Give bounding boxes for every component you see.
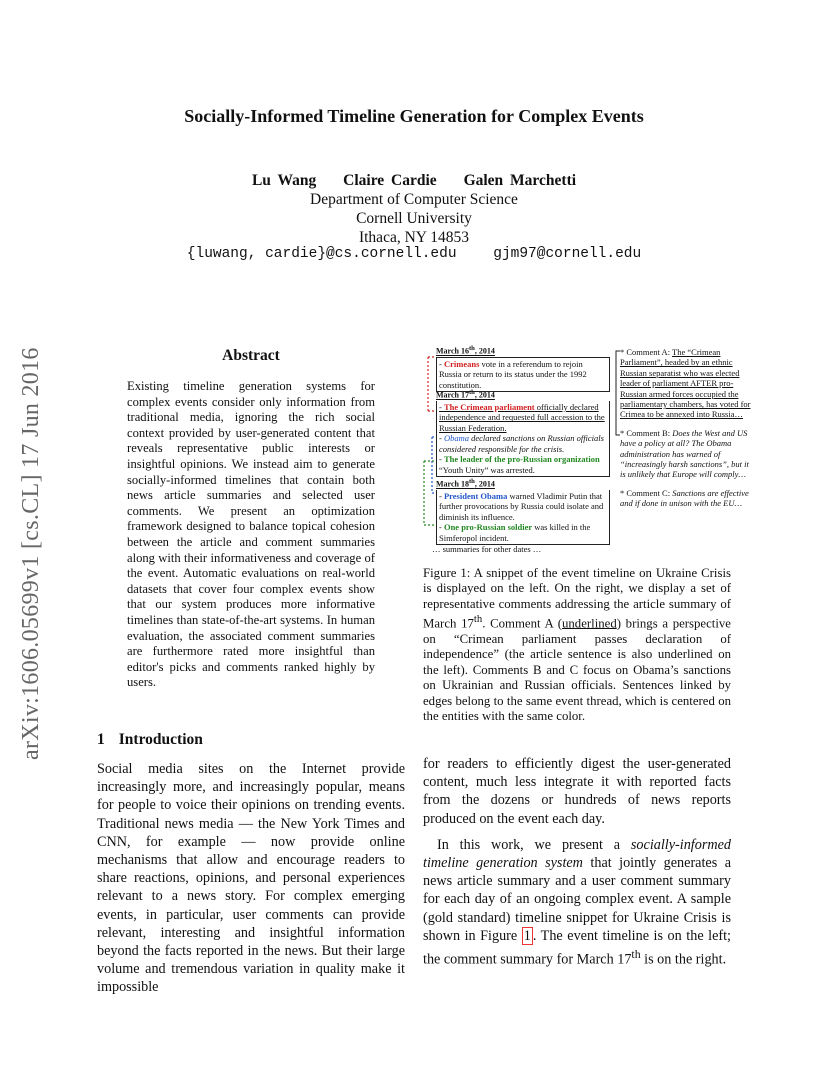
timeline-sentence: - Obama declared sanctions on Russian officials considered responsible for the crisis. [439, 433, 604, 454]
author-name: Lu Wang [251, 172, 317, 189]
author-name: Galen Marchetti [463, 172, 577, 189]
timeline-date: March 17th, 2014 [436, 389, 495, 400]
figure-1 [420, 343, 755, 558]
affiliation-location: Ithaca, NY 14853 [358, 229, 470, 246]
comment-c: * Comment C: Sanctions are effective and if done in unison with the EU… [620, 487, 749, 509]
affiliation-department: Department of Computer Science [310, 191, 518, 208]
timeline-day [436, 477, 610, 545]
timeline-sentence: - The Crimean parliament officially declared independence and requested full accession to the Russian Federation. [439, 402, 605, 433]
email-address: gjm97@cornell.edu [493, 246, 642, 262]
intro-paragraph: Social media sites on the Internet provide increasingly more, and increasingly popular, means for people to voice their opinions on trending events. Traditional news media — the New York Times and CNN, for example — now provide online mechanisms that allow and encourage readers to share reactions, opinions, and personal experiences relevant to a news story. For complex emerging events, in particular, user comments can provide relevant, interesting and insightful information beyond the facts reported in the news. But their large volume and tremendous variation in quality make it impossible [97, 761, 405, 996]
timeline-day [436, 388, 610, 477]
abstract-heading: Abstract [222, 347, 280, 364]
affiliation-university: Cornell University [356, 210, 472, 227]
intro-continuation [423, 755, 731, 969]
abstract-text: Existing timeline generation systems for complex events consider only information from traditional media, ignoring the rich social context provided by user-generated content that reveals representative public interests or insightful opinions. We instead aim to generate socially-informed timelines that contain both news article summaries and selected user comments. We present an optimization framework designed to balance topical cohesion between the article and comment summaries along with their informativeness and coverage of the event. Automatic evaluations on real-world datasets that cover four complex events show that our system produces more informative timelines than state-of-the-art systems. In human evaluation, the associated comment summaries are furthermore rated more insightful than editor's picks and comments ranked highly by users. [127, 379, 375, 690]
figure-reference-link[interactable]: 1 [523, 927, 531, 944]
timeline-sentence: - President Obama warned Vladimir Putin that further provocations by Russia could isolate and diminish its influence. [439, 491, 604, 522]
author-emails [0, 246, 828, 262]
comment-summary [620, 347, 755, 517]
author-name: Claire Cardie [343, 172, 437, 189]
paper-title: Socially-Informed Timeline Generation for Complex Events [184, 106, 644, 126]
author-list [0, 172, 828, 190]
intro-paragraph: In this work, we present a socially-informed timeline generation system that jointly generates a news article summary and a user comment summary for each day of an ongoing complex event. A sample (gold standard) timeline snippet for Ukraine Crisis is shown in Figure 1 . The event timeline is on the left; the comment summary for March 17th is on the right. [423, 836, 731, 968]
timeline-summary-box [436, 490, 610, 545]
comment-b: * Comment B: Does the West and US have a policy at all? The Obama administration has warned of “increasingly harsh sanctions”, but it is unlikely that Europe will comply… [620, 427, 749, 480]
timeline-summary-box [436, 357, 610, 392]
figure-caption: Figure 1: A snippet of the event timeline on Ukraine Crisis is displayed on the left. On the right, we display a set of representative comments addressing the article summary of March 17th. Comment A (underlined) brings a perspective on “Crimean parliament passes declaration of independence” (the article sentence is also underlined on the left). Comments B and C focus on Obama’s sanctions on Ukrainian and Russian officials. Sentences linked by edges belong to the same event thread, which is centered on the entities with the same color. [423, 566, 731, 723]
timeline-sentence: - The leader of the pro-Russian organization “Youth Unity” was arrested. [439, 454, 600, 475]
section-heading-introduction: 1 Introduction [97, 731, 203, 748]
timeline-date: March 16th, 2014 [436, 345, 495, 356]
intro-paragraph: for readers to efficiently digest the user-generated content, much less integrate it with reported facts from the dozens or hundreds of news reports produced on the event each day. [423, 756, 731, 827]
timeline-sentence: - One pro-Russian soldier was killed in the Simferopol incident. [439, 522, 591, 543]
arxiv-stamp: arXiv:1606.05699v1 [cs.CL] 17 Jun 2016 [18, 347, 44, 760]
timeline-more-note: … summaries for other dates … [432, 544, 542, 554]
timeline-sentence: - Crimeans vote in a referendum to rejoin Russia or return to its status under the 1992 constitution. [439, 359, 587, 390]
timeline-summary-box [436, 401, 610, 477]
timeline-day [436, 344, 610, 392]
comment-a: * Comment A: The “Crimean Parliament”, headed by an ethnic Russian separatist who was elected leader of parliament AFTER pro-Russian armed forces occupied the parliamentary chambers, has voted for Crimea to be annexed into Russia… [620, 347, 751, 420]
timeline-date: March 18th, 2014 [436, 478, 495, 489]
email-address: {luwang, cardie}@cs.cornell.edu [186, 246, 457, 262]
